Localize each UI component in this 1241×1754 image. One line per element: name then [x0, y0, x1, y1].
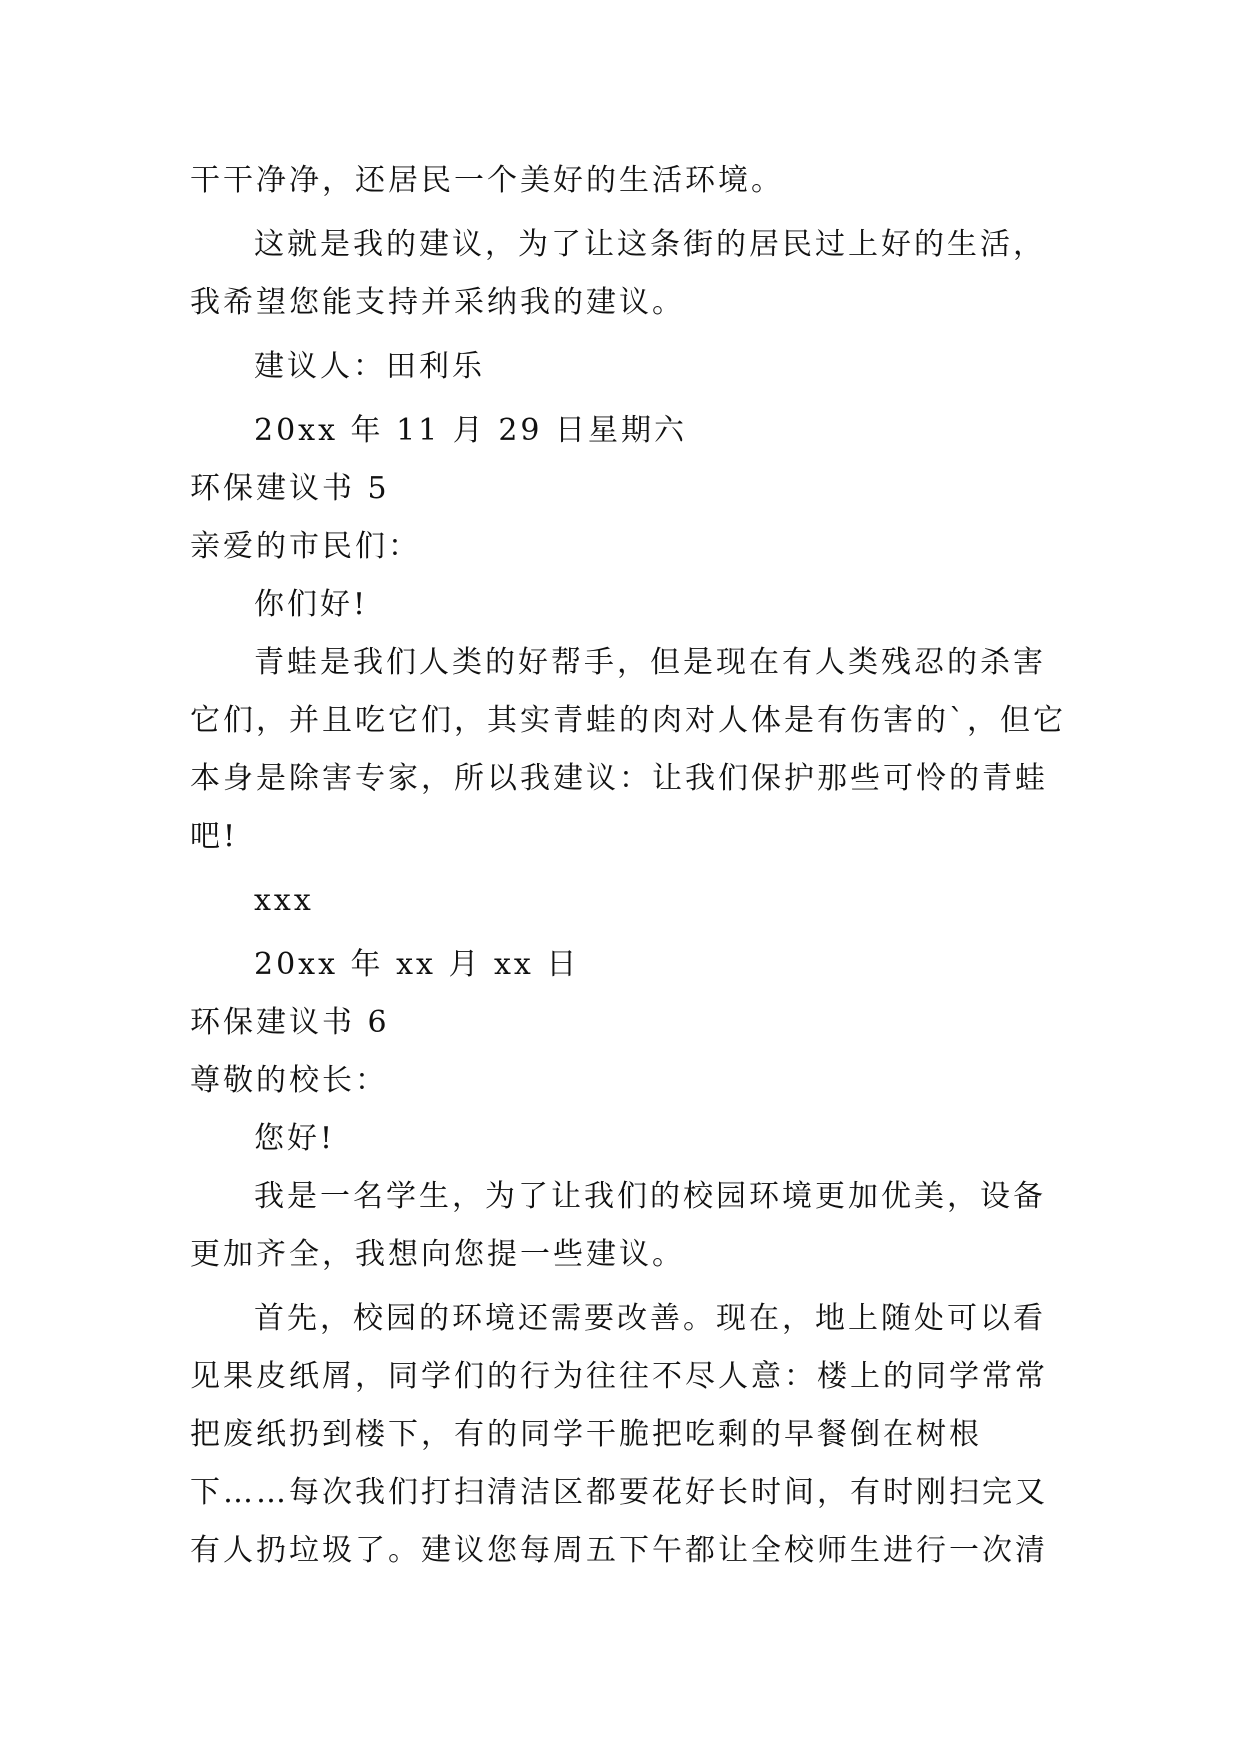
salutation-principal: 尊敬的校长：: [190, 1063, 388, 1098]
salutation-citizens: 亲爱的市民们：: [190, 529, 421, 564]
paragraph-environment-end: 干干净净，还居民一个美好的生活环境。: [190, 163, 784, 198]
paragraph-closing-suggestion: 这就是我的建议，为了让这条街的居民过上好的生活，我希望您能支持并采纳我的建议。: [190, 227, 1046, 320]
section-title-6: 环保建议书 6: [190, 1005, 390, 1040]
greeting-hello-respectful: 您好!: [254, 1121, 336, 1156]
section-title-5: 环保建议书 5: [190, 471, 390, 506]
paragraph-campus-environment: 首先，校园的环境还需要改善。现在，地上随处可以看见果皮纸屑，同学们的行为往往不尽人意：楼上的同学常常把废纸扔到楼下，有的同学干脆把吃剩的早餐倒在树根下……每次我们打扫清洁区都要花好长时间，有时刚扫完又有人扔垃圾了。建议您每周五下午都让全校师生进行一次清: [190, 1301, 1048, 1568]
signature-date-placeholder: 20xx 年 xx 月 xx 日: [254, 947, 580, 982]
signature-name-placeholder: xxx: [254, 883, 314, 918]
greeting-hello-all: 你们好!: [254, 587, 369, 622]
paragraph-frogs: 青蛙是我们人类的好帮手，但是现在有人类残忍的杀害它们，并且吃它们，其实青蛙的肉对人体是有伤害的`，但它本身是除害专家，所以我建议：让我们保护那些可怜的青蛙吧!: [190, 645, 1066, 854]
signature-date: 20xx 年 11 月 29 日星期六: [254, 413, 688, 448]
document-body: [190, 152, 1070, 1580]
signature-proposer: 建议人：田利乐: [254, 349, 485, 384]
paragraph-student-intro: 我是一名学生，为了让我们的校园环境更加优美，设备更加齐全，我想向您提一些建议。: [190, 1179, 1046, 1272]
